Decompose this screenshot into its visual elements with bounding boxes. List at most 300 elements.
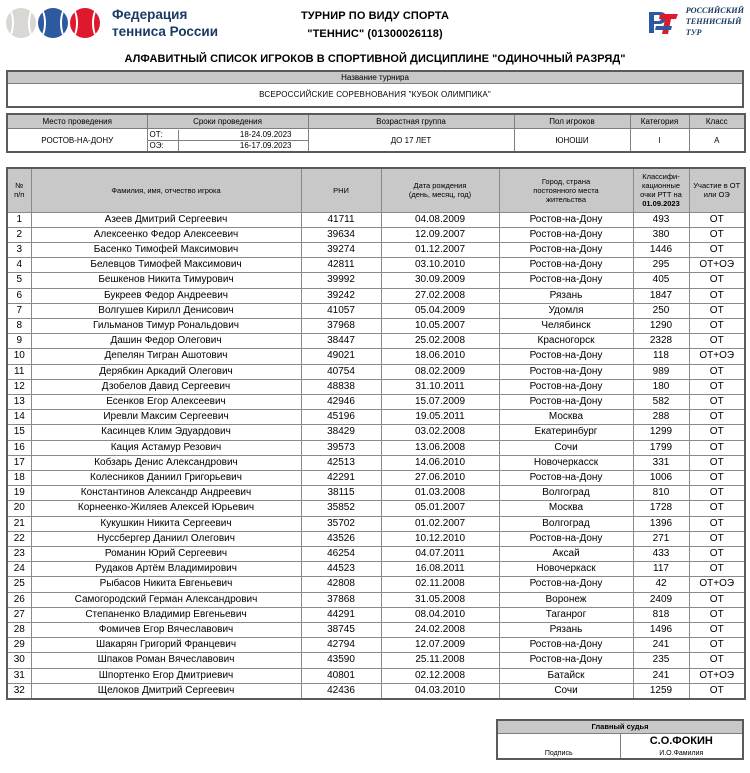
cell-player-name: Шакарян Григорий Францевич	[31, 638, 301, 653]
players-table-head	[7, 168, 745, 212]
tournament-info-table	[6, 113, 746, 153]
tournament-name-label: Название турнира	[7, 71, 743, 84]
signature-body-row	[497, 734, 743, 760]
cell-player-name: Рудаков Артём Владимирович	[31, 562, 301, 577]
table-row[interactable]	[7, 212, 745, 227]
cell-date-of-birth: 12.09.2007	[381, 227, 499, 242]
table-row[interactable]	[7, 227, 745, 242]
info-value-row	[7, 129, 745, 153]
cell-player-name: Касинцев Клим Эдуардович	[31, 425, 301, 440]
cell-participation: ОТ	[689, 379, 745, 394]
table-row[interactable]	[7, 501, 745, 516]
tournament-name-label-row	[7, 71, 743, 84]
cell-player-name: Романин Юрий Сергеевич	[31, 547, 301, 562]
cell-player-name: Бешкенов Никита Тимурович	[31, 273, 301, 288]
document-title: АЛФАВИТНЫЙ СПИСОК ИГРОКОВ В СПОРТИВНОЙ ДИСЦИПЛИНЕ "ОДИНОЧНЫЙ РАЗРЯД"	[124, 53, 626, 65]
cell-city: Ростов-на-Дону	[499, 212, 633, 227]
table-row[interactable]	[7, 683, 745, 699]
cell-player-name: Белевцов Тимофей Максимович	[31, 258, 301, 273]
cell-rating-points: 433	[633, 547, 689, 562]
cell-rni: 38115	[301, 486, 381, 501]
cell-participation: ОТ	[689, 227, 745, 242]
cell-number: 10	[7, 349, 31, 364]
cell-city: Ростов-на-Дону	[499, 364, 633, 379]
cell-city: Рязань	[499, 623, 633, 638]
cell-rating-points: 271	[633, 531, 689, 546]
cell-rating-points: 2328	[633, 334, 689, 349]
cell-participation: ОТ	[689, 242, 745, 257]
cell-rni: 42513	[301, 455, 381, 470]
cell-city: Волгоград	[499, 486, 633, 501]
cell-player-name: Шпортенко Егор Дмитриевич	[31, 668, 301, 683]
table-row[interactable]	[7, 653, 745, 668]
rtt-mark-icon	[646, 6, 682, 38]
cell-city: Москва	[499, 501, 633, 516]
players-table	[6, 167, 746, 700]
cell-player-name: Азеев Дмитрий Сергеевич	[31, 212, 301, 227]
cell-number: 5	[7, 273, 31, 288]
col-header-points-line1: Классифи-	[642, 172, 680, 181]
tennis-ball-grey-icon	[6, 8, 36, 38]
table-row[interactable]	[7, 334, 745, 349]
cell-participation: ОТ	[689, 288, 745, 303]
cell-participation: ОТ+ОЭ	[689, 258, 745, 273]
cell-city: Аксай	[499, 547, 633, 562]
cell-city: Ростов-на-Дону	[499, 227, 633, 242]
info-header-category: Категория	[630, 114, 689, 129]
date-row-oe	[148, 140, 308, 151]
table-row[interactable]	[7, 425, 745, 440]
cell-rni: 41057	[301, 303, 381, 318]
cell-rating-points: 1396	[633, 516, 689, 531]
table-row[interactable]	[7, 638, 745, 653]
cell-participation: ОТ	[689, 425, 745, 440]
tournament-info-block	[6, 113, 744, 153]
cell-player-name: Иревли Максим Сергеевич	[31, 410, 301, 425]
cell-number: 11	[7, 364, 31, 379]
info-value-category: I	[630, 129, 689, 153]
cell-rating-points: 2409	[633, 592, 689, 607]
info-value-dates	[147, 129, 308, 153]
judge-name-field	[620, 734, 743, 760]
table-row[interactable]	[7, 607, 745, 622]
date-row-ot	[148, 130, 308, 141]
cell-date-of-birth: 31.05.2008	[381, 592, 499, 607]
col-header-city-line2: постоянного места	[533, 185, 599, 195]
cell-player-name: Букреев Федор Андреевич	[31, 288, 301, 303]
signature-table	[496, 719, 744, 760]
cell-participation: ОТ	[689, 683, 745, 699]
cell-rni: 46254	[301, 547, 381, 562]
cell-rating-points: 1006	[633, 471, 689, 486]
info-value-class: А	[689, 129, 745, 153]
cell-date-of-birth: 18.06.2010	[381, 349, 499, 364]
col-header-points-line3: очки РТТ на	[640, 190, 682, 200]
table-row[interactable]	[7, 258, 745, 273]
cell-rni: 42794	[301, 638, 381, 653]
cell-participation: ОТ	[689, 471, 745, 486]
cell-player-name: Степаненко Владимир Евгеньевич	[31, 607, 301, 622]
cell-participation: ОТ	[689, 516, 745, 531]
cell-number: 24	[7, 562, 31, 577]
info-header-venue: Место проведения	[7, 114, 147, 129]
cell-rating-points: 235	[633, 653, 689, 668]
cell-city: Екатеринбург	[499, 425, 633, 440]
table-row[interactable]	[7, 562, 745, 577]
table-row[interactable]	[7, 364, 745, 379]
cell-number: 13	[7, 395, 31, 410]
cell-city: Ростов-на-Дону	[499, 379, 633, 394]
cell-player-name: Дзобелов Давид Сергеевич	[31, 379, 301, 394]
cell-participation: ОТ	[689, 212, 745, 227]
cell-rating-points: 117	[633, 562, 689, 577]
cell-rni: 37868	[301, 592, 381, 607]
col-header-rni: РНИ	[301, 168, 381, 212]
signature-block	[496, 719, 744, 760]
tournament-sport-heading	[301, 7, 449, 43]
tournament-name-value-row	[7, 84, 743, 108]
col-header-dob	[381, 168, 499, 212]
info-header-gender: Пол игроков	[514, 114, 630, 129]
cell-date-of-birth: 24.02.2008	[381, 623, 499, 638]
cell-number: 1	[7, 212, 31, 227]
cell-number: 8	[7, 318, 31, 333]
cell-city: Челябинск	[499, 318, 633, 333]
cell-participation: ОТ	[689, 364, 745, 379]
cell-rni: 37968	[301, 318, 381, 333]
cell-player-name: Дашин Федор Олегович	[31, 334, 301, 349]
cell-player-name: Константинов Александр Андреевич	[31, 486, 301, 501]
dates-inner-table	[148, 130, 308, 151]
cell-rating-points: 1259	[633, 683, 689, 699]
cell-date-of-birth: 01.02.2007	[381, 516, 499, 531]
table-row[interactable]	[7, 303, 745, 318]
page-header	[0, 0, 750, 48]
table-row[interactable]	[7, 273, 745, 288]
cell-player-name: Шпаков Роман Вячеславович	[31, 653, 301, 668]
table-row[interactable]	[7, 455, 745, 470]
cell-number: 14	[7, 410, 31, 425]
table-row[interactable]	[7, 349, 745, 364]
cell-date-of-birth: 04.03.2010	[381, 683, 499, 699]
cell-rating-points: 241	[633, 668, 689, 683]
judge-name: С.О.ФОКИН	[649, 735, 713, 747]
cell-player-name: Кобзарь Денис Александрович	[31, 455, 301, 470]
cell-date-of-birth: 25.02.2008	[381, 334, 499, 349]
tournament-sport-line2: "ТЕННИС" (01300026118)	[307, 28, 443, 41]
cell-rating-points: 180	[633, 379, 689, 394]
cell-rni: 43590	[301, 653, 381, 668]
rtt-line2: ТЕННИСНЫЙ	[685, 17, 742, 27]
cell-rating-points: 493	[633, 212, 689, 227]
cell-participation: ОТ+ОЭ	[689, 349, 745, 364]
cell-player-name: Щелоков Дмитрий Сергеевич	[31, 683, 301, 699]
table-row[interactable]	[7, 395, 745, 410]
col-header-number-line1: №	[15, 181, 24, 191]
rtt-logo	[646, 5, 744, 38]
cell-date-of-birth: 10.05.2007	[381, 318, 499, 333]
cell-participation: ОТ	[689, 395, 745, 410]
info-header-age-group: Возрастная группа	[308, 114, 514, 129]
col-header-participation-line1: Участие в ОТ	[693, 181, 741, 191]
info-header-row	[7, 114, 745, 129]
cell-number: 6	[7, 288, 31, 303]
cell-player-name: Басенко Тимофей Максимович	[31, 242, 301, 257]
cell-rating-points: 1290	[633, 318, 689, 333]
table-row[interactable]	[7, 623, 745, 638]
col-header-points	[633, 168, 689, 212]
federation-name-line2: тенниса России	[112, 24, 219, 40]
table-row[interactable]	[7, 531, 745, 546]
cell-player-name: Кукушкин Никита Сергеевич	[31, 516, 301, 531]
col-header-name: Фамилия, имя, отчество игрока	[31, 168, 301, 212]
cell-player-name: Колесников Даниил Григорьевич	[31, 471, 301, 486]
col-header-number-line2: п/п	[14, 190, 25, 200]
cell-number: 20	[7, 501, 31, 516]
cell-rni: 35702	[301, 516, 381, 531]
cell-rni: 38447	[301, 334, 381, 349]
cell-participation: ОТ	[689, 531, 745, 546]
table-row[interactable]	[7, 471, 745, 486]
cell-city: Волгоград	[499, 516, 633, 531]
federation-name-line1: Федерация	[112, 7, 188, 22]
col-header-dob-line1: Дата рождения	[413, 181, 467, 191]
cell-player-name: Гильманов Тимур Рональдович	[31, 318, 301, 333]
cell-date-of-birth: 02.12.2008	[381, 668, 499, 683]
cell-date-of-birth: 01.03.2008	[381, 486, 499, 501]
cell-participation: ОТ	[689, 410, 745, 425]
federation-logo	[6, 6, 218, 41]
cell-city: Новочеркасск	[499, 455, 633, 470]
table-row[interactable]	[7, 577, 745, 592]
cell-date-of-birth: 01.12.2007	[381, 242, 499, 257]
cell-player-name: Есенков Егор Алексеевич	[31, 395, 301, 410]
tournament-name-value: ВСЕРОССИЙСКИЕ СОРЕВНОВАНИЯ "КУБОК ОЛИМПИКА"	[7, 84, 743, 108]
cell-city: Ростов-на-Дону	[499, 395, 633, 410]
cell-participation: ОТ+ОЭ	[689, 668, 745, 683]
cell-player-name: Рыбасов Никита Евгеньевич	[31, 577, 301, 592]
tournament-name-table	[6, 70, 744, 108]
col-header-points-line2: кационные	[641, 181, 681, 191]
info-header-dates: Сроки проведения	[147, 114, 308, 129]
date-oe-value: 16-17.09.2023	[178, 140, 308, 151]
tournament-name-block	[6, 70, 744, 108]
cell-date-of-birth: 08.02.2009	[381, 364, 499, 379]
table-row[interactable]	[7, 592, 745, 607]
table-row[interactable]	[7, 288, 745, 303]
table-row[interactable]	[7, 318, 745, 333]
cell-participation: ОТ	[689, 440, 745, 455]
cell-date-of-birth: 12.07.2009	[381, 638, 499, 653]
cell-participation: ОТ	[689, 638, 745, 653]
spacer	[0, 153, 750, 167]
cell-rating-points: 241	[633, 638, 689, 653]
cell-city: Ростов-на-Дону	[499, 349, 633, 364]
cell-rni: 39573	[301, 440, 381, 455]
cell-rni: 42808	[301, 577, 381, 592]
cell-rating-points: 1847	[633, 288, 689, 303]
cell-rating-points: 818	[633, 607, 689, 622]
col-header-city-line3: жительства	[545, 194, 587, 204]
table-row[interactable]	[7, 410, 745, 425]
col-header-points-line4: 01.09.2023	[642, 199, 680, 209]
cell-city: Ростов-на-Дону	[499, 653, 633, 668]
cell-participation: ОТ	[689, 547, 745, 562]
cell-number: 21	[7, 516, 31, 531]
cell-date-of-birth: 27.06.2010	[381, 471, 499, 486]
cell-participation: ОТ	[689, 653, 745, 668]
cell-rni: 44523	[301, 562, 381, 577]
cell-number: 15	[7, 425, 31, 440]
cell-number: 3	[7, 242, 31, 257]
cell-city: Ростов-на-Дону	[499, 242, 633, 257]
cell-date-of-birth: 03.02.2008	[381, 425, 499, 440]
cell-player-name: Волгушев Кирилл Денисович	[31, 303, 301, 318]
cell-rating-points: 582	[633, 395, 689, 410]
cell-rating-points: 288	[633, 410, 689, 425]
col-header-dob-line2: (день, месяц, год)	[408, 190, 472, 200]
rtt-name	[686, 5, 744, 38]
cell-player-name: Корнеенко-Жиляев Алексей Юрьевич	[31, 501, 301, 516]
table-row[interactable]	[7, 486, 745, 501]
cell-number: 25	[7, 577, 31, 592]
cell-number: 7	[7, 303, 31, 318]
cell-number: 19	[7, 486, 31, 501]
cell-rni: 35852	[301, 501, 381, 516]
cell-city: Рязань	[499, 288, 633, 303]
cell-rni: 38745	[301, 623, 381, 638]
cell-participation: ОТ	[689, 501, 745, 516]
cell-city: Красногорск	[499, 334, 633, 349]
cell-number: 23	[7, 547, 31, 562]
date-ot-value: 18-24.09.2023	[178, 130, 308, 141]
cell-participation: ОТ	[689, 607, 745, 622]
cell-city: Ростов-на-Дону	[499, 273, 633, 288]
cell-rni: 41711	[301, 212, 381, 227]
cell-number: 28	[7, 623, 31, 638]
cell-rni: 40754	[301, 364, 381, 379]
cell-city: Ростов-на-Дону	[499, 638, 633, 653]
col-header-city-line1: Город, страна	[541, 176, 591, 186]
info-value-age-group: ДО 17 ЛЕТ	[308, 129, 514, 153]
signature-title: Главный судья	[497, 720, 743, 734]
cell-city: Ростов-на-Дону	[499, 258, 633, 273]
cell-rni: 43526	[301, 531, 381, 546]
cell-date-of-birth: 02.11.2008	[381, 577, 499, 592]
cell-date-of-birth: 19.05.2011	[381, 410, 499, 425]
cell-number: 32	[7, 683, 31, 699]
date-oe-label: ОЭ:	[148, 140, 179, 151]
info-value-venue: РОСТОВ-НА-ДОНУ	[7, 129, 147, 153]
cell-number: 2	[7, 227, 31, 242]
cell-number: 12	[7, 379, 31, 394]
table-row[interactable]	[7, 547, 745, 562]
cell-date-of-birth: 03.10.2010	[381, 258, 499, 273]
judge-name-caption: И.О.Фамилия	[659, 750, 704, 757]
cell-rni: 42291	[301, 471, 381, 486]
cell-city: Удомля	[499, 303, 633, 318]
table-row[interactable]	[7, 379, 745, 394]
cell-rni: 40801	[301, 668, 381, 683]
cell-city: Сочи	[499, 683, 633, 699]
cell-date-of-birth: 05.04.2009	[381, 303, 499, 318]
cell-date-of-birth: 15.07.2009	[381, 395, 499, 410]
cell-player-name: Нуссбергер Даниил Олегович	[31, 531, 301, 546]
cell-number: 18	[7, 471, 31, 486]
cell-player-name: Кация Астамур Резович	[31, 440, 301, 455]
signature-title-row	[497, 720, 743, 734]
cell-player-name: Алексеенко Федор Алексеевич	[31, 227, 301, 242]
cell-city: Батайск	[499, 668, 633, 683]
cell-rating-points: 1728	[633, 501, 689, 516]
table-row[interactable]	[7, 668, 745, 683]
col-header-number	[7, 168, 31, 212]
signature-field[interactable]	[497, 734, 620, 760]
cell-city: Ростов-на-Дону	[499, 471, 633, 486]
cell-number: 16	[7, 440, 31, 455]
cell-city: Ростов-на-Дону	[499, 577, 633, 592]
cell-rni: 39242	[301, 288, 381, 303]
cell-date-of-birth: 14.06.2010	[381, 455, 499, 470]
players-header-row	[7, 168, 745, 212]
cell-rating-points: 380	[633, 227, 689, 242]
cell-rating-points: 1496	[633, 623, 689, 638]
cell-participation: ОТ	[689, 592, 745, 607]
cell-number: 9	[7, 334, 31, 349]
cell-participation: ОТ	[689, 562, 745, 577]
cell-number: 30	[7, 653, 31, 668]
federation-name	[112, 6, 218, 41]
tournament-sport-line1: ТУРНИР ПО ВИДУ СПОРТА	[300, 10, 450, 22]
cell-rating-points: 989	[633, 364, 689, 379]
cell-city: Москва	[499, 410, 633, 425]
col-header-city	[499, 168, 633, 212]
cell-date-of-birth: 30.09.2009	[381, 273, 499, 288]
cell-city: Новочеркаск	[499, 562, 633, 577]
cell-date-of-birth: 04.07.2011	[381, 547, 499, 562]
cell-date-of-birth: 10.12.2010	[381, 531, 499, 546]
cell-date-of-birth: 04.08.2009	[381, 212, 499, 227]
info-value-gender: ЮНОШИ	[514, 129, 630, 153]
col-header-participation-line2: или ОЭ	[703, 190, 730, 200]
cell-number: 22	[7, 531, 31, 546]
cell-rni: 42436	[301, 683, 381, 699]
date-ot-label: ОТ:	[148, 130, 179, 141]
cell-rni: 42811	[301, 258, 381, 273]
cell-city: Ростов-на-Дону	[499, 531, 633, 546]
cell-participation: ОТ	[689, 455, 745, 470]
cell-number: 29	[7, 638, 31, 653]
cell-number: 4	[7, 258, 31, 273]
cell-rni: 44291	[301, 607, 381, 622]
cell-date-of-birth: 25.11.2008	[381, 653, 499, 668]
cell-rni: 45196	[301, 410, 381, 425]
tennis-ball-red-icon	[70, 8, 100, 38]
table-row[interactable]	[7, 516, 745, 531]
cell-rni: 42946	[301, 395, 381, 410]
cell-player-name: Фомичев Егор Вячеславович	[31, 623, 301, 638]
cell-number: 26	[7, 592, 31, 607]
cell-rating-points: 250	[633, 303, 689, 318]
table-row[interactable]	[7, 242, 745, 257]
signature-caption: Подпись	[544, 750, 573, 757]
players-table-block	[6, 167, 744, 700]
table-row[interactable]	[7, 440, 745, 455]
cell-rating-points: 118	[633, 349, 689, 364]
col-header-participation	[689, 168, 745, 212]
cell-rni: 39992	[301, 273, 381, 288]
cell-participation: ОТ	[689, 318, 745, 333]
